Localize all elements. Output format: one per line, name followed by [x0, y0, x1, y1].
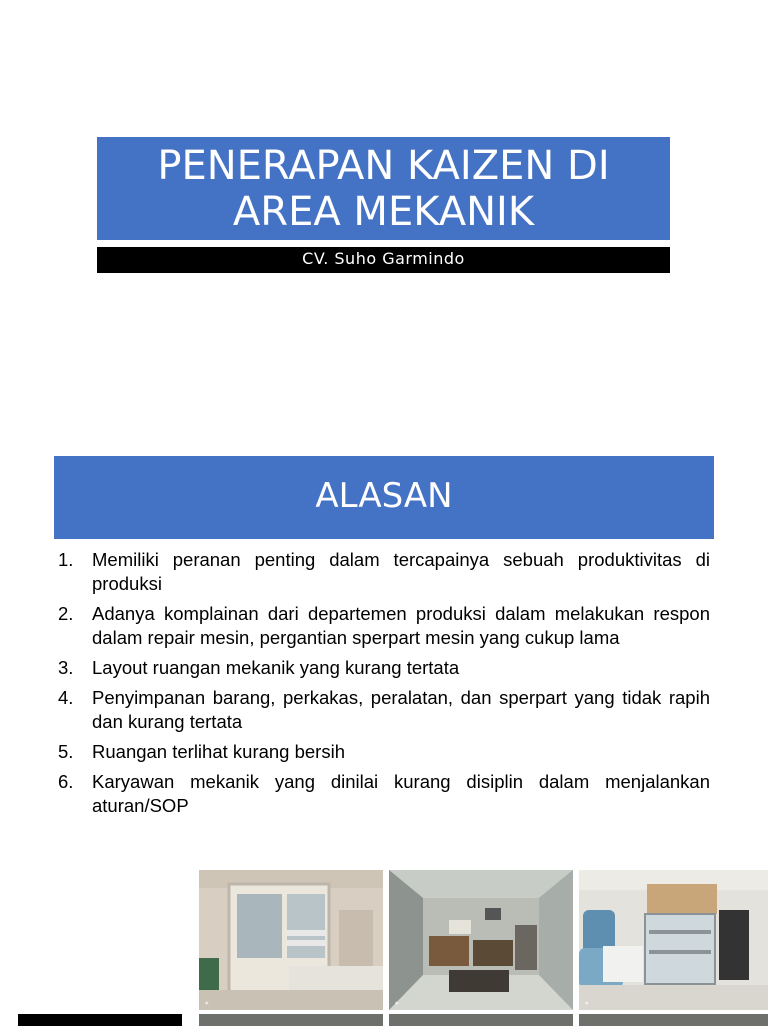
- photo-timestamp-icon: ◉: [395, 1000, 399, 1005]
- list-number: 5.: [58, 741, 74, 762]
- list-text: Ruangan terlihat kurang bersih: [92, 741, 345, 762]
- list-number: 2.: [58, 603, 74, 624]
- list-item: [54, 602, 710, 650]
- photo-timestamp-icon: ◉: [585, 1000, 589, 1005]
- room-door-photo: [199, 870, 383, 1010]
- workshop-room-photo: [389, 870, 573, 1010]
- list-text: Penyimpanan barang, perkakas, peralatan, dan sperpart yang tidak rapih dan kurang tertata: [92, 687, 710, 732]
- list-number: 6.: [58, 771, 74, 792]
- list-item: [54, 770, 710, 818]
- list-text: Adanya komplainan dari departemen produksi dalam melakukan respon dalam repair mesin, pergantian sperpart mesin yang cukup lama: [92, 603, 710, 648]
- partial-photo: [579, 1014, 768, 1026]
- list-item: [54, 740, 710, 764]
- list-text: Memiliki peranan penting dalam tercapainya sebuah produktivitas di produksi: [92, 549, 710, 594]
- partial-photo: [389, 1014, 573, 1026]
- list-text: Karyawan mekanik yang dinilai kurang disiplin dalam menjalankan aturan/SOP: [92, 771, 710, 816]
- list-item: [54, 656, 710, 680]
- partial-photo: [199, 1014, 383, 1026]
- list-number: 4.: [58, 687, 74, 708]
- list-number: 1.: [58, 549, 74, 570]
- slide-title: [97, 137, 670, 240]
- storage-corner-photo: [579, 870, 768, 1010]
- list-number: 3.: [58, 657, 74, 678]
- list-item: [54, 686, 710, 734]
- list-text: Layout ruangan mekanik yang kurang tertata: [92, 657, 460, 678]
- slide-title-line1: PENERAPAN KAIZEN DI: [157, 142, 610, 189]
- reasons-list: [54, 548, 710, 824]
- photo-timestamp-icon: ◉: [205, 1000, 209, 1005]
- partial-title-bar: [18, 1014, 182, 1026]
- list-item: [54, 548, 710, 596]
- slide-subtitle: CV. Suho Garmindo: [97, 247, 670, 273]
- slide-title-line2: AREA MEKANIK: [232, 188, 535, 235]
- section-heading: ALASAN: [54, 456, 714, 539]
